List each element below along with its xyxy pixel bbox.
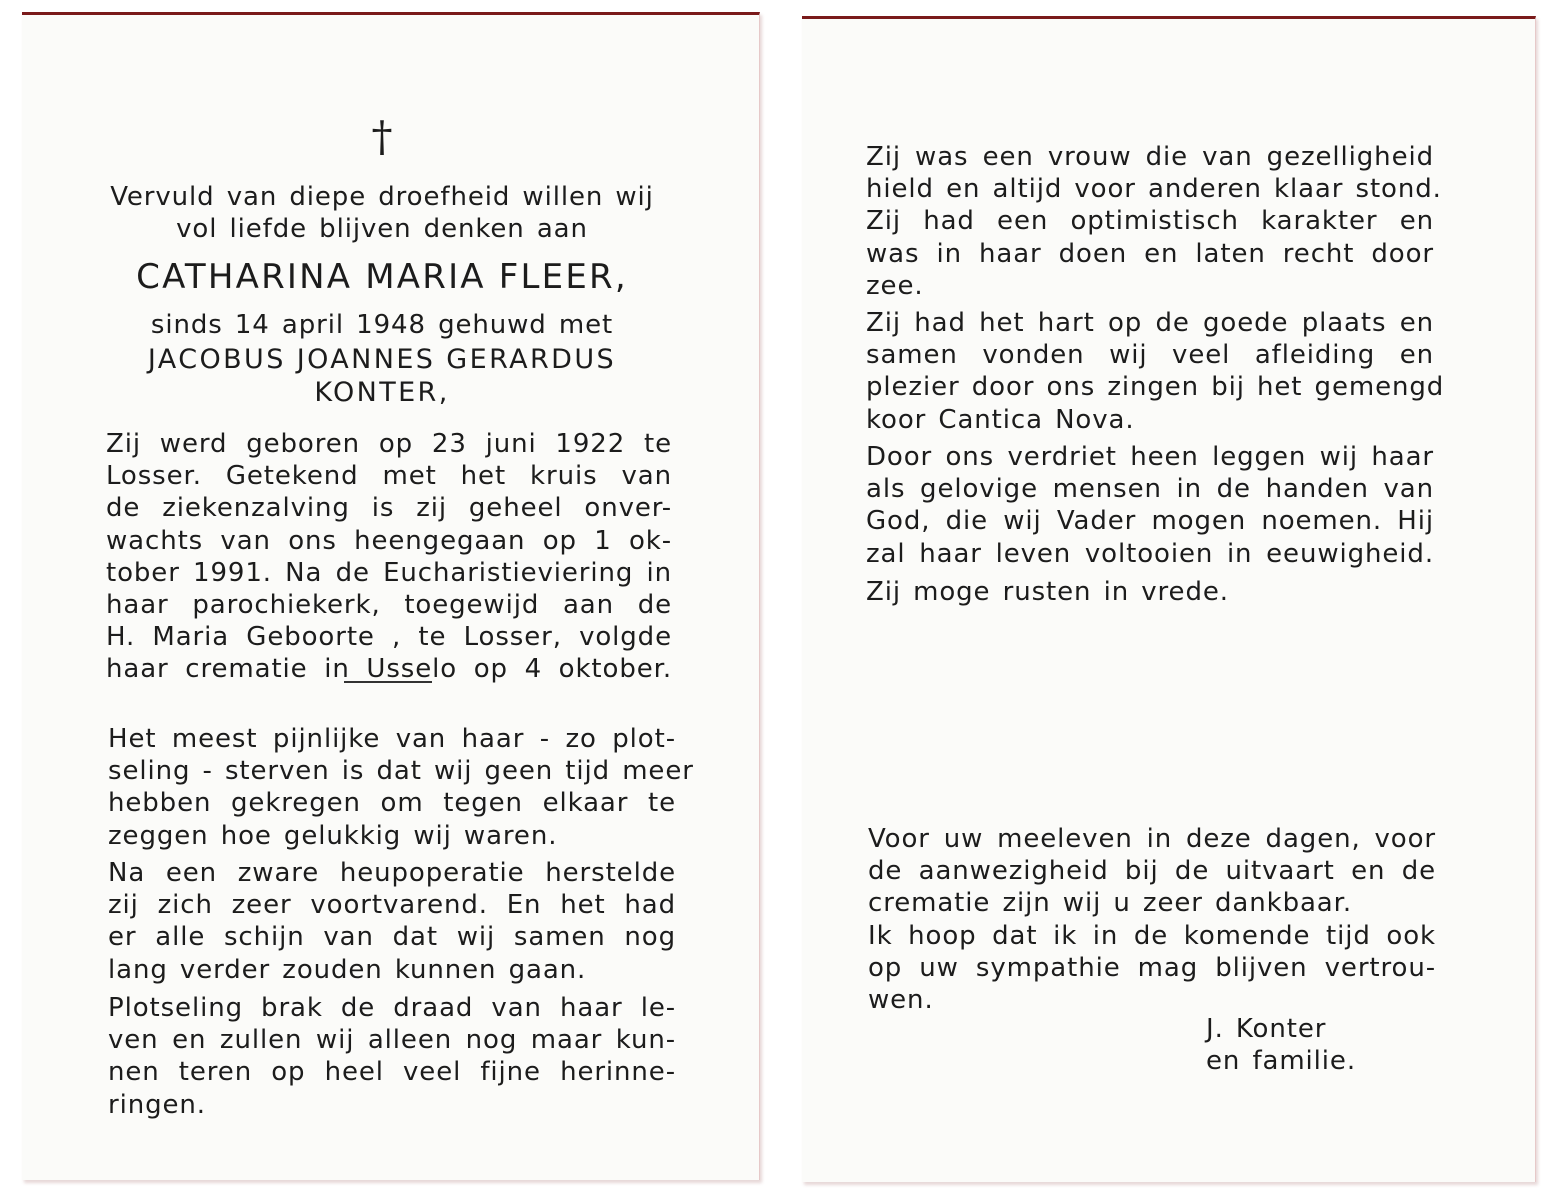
text-line: Zij was een vrouw die van gezelligheid (866, 142, 1434, 172)
text-line: op uw sympathie mag blijven vertrou- (868, 952, 1436, 983)
text-line: wen. (868, 985, 934, 1016)
text-line: hebben gekregen om tegen elkaar te (108, 788, 676, 819)
cross-icon: † (371, 112, 393, 161)
intro-line: Vervuld van diepe droefheid willen wij (110, 182, 654, 212)
signature-name: J. Konter (1206, 1014, 1327, 1044)
text-line: haar crematie in Usselo op 4 oktober. (106, 654, 672, 685)
memorial-card-right (802, 16, 1536, 1182)
married-text: sinds 14 april 1948 gehuwd met (150, 310, 614, 340)
text-line: hield en altijd voor anderen klaar stond. (866, 174, 1442, 205)
closing-line (866, 576, 1434, 608)
text-line: H. Maria Geboorte , te Losser, volgde (106, 622, 672, 653)
spouse-name-line: KONTER, (314, 377, 450, 408)
biography-paragraph (106, 428, 672, 686)
character-paragraph (866, 141, 1442, 302)
text-line: crematie zijn wij u zeer dankbaar. (868, 888, 1353, 919)
text-line: er alle schijn van dat wij samen nog (108, 922, 676, 953)
text-line: Zij had een optimistisch karakter en (866, 206, 1434, 237)
text-line: God, die wij Vader mogen noemen. Hij (866, 506, 1434, 537)
signature-family: en familie. (1206, 1046, 1356, 1077)
text-line: zeggen hoe gelukkig wij waren. (108, 820, 558, 851)
text-line: de aanwezigheid bij de uitvaart en de (868, 856, 1436, 887)
thanks-paragraph (868, 823, 1436, 1016)
text-line: Plotseling brak de draad van haar le- (108, 993, 676, 1023)
memory-paragraph-3 (108, 992, 676, 1121)
text-line: wachts van ons heengegaan op 1 ok- (106, 525, 672, 556)
text-line: Voor uw meeleven in deze dagen, voor (868, 824, 1436, 854)
deceased-name: CATHARINA MARIA FLEER, (136, 257, 628, 297)
text-line: als gelovige mensen in de handen van (866, 474, 1434, 505)
memorial-card-left (22, 12, 760, 1180)
faith-paragraph (866, 441, 1434, 570)
text-line: Zij had het hart op de goede plaats en (866, 308, 1434, 338)
text-line: Zij werd geboren op 23 juni 1922 te (106, 429, 672, 459)
married-line (102, 309, 662, 341)
memory-paragraph-1 (108, 723, 694, 852)
text-line: haar parochiekerk, toegewijd aan de (106, 590, 672, 621)
text-line: Zij moge rusten in vrede. (866, 577, 1229, 607)
text-line: nen teren op heel veel fijne herinne- (108, 1057, 676, 1088)
intro-line: vol liefde blijven denken aan (176, 214, 588, 245)
spouse-name (62, 343, 702, 409)
text-line: koor Cantica Nova. (866, 404, 1135, 435)
text-line: ringen. (108, 1089, 206, 1120)
text-line: zal haar leven voltooien in eeuwigheid. (866, 538, 1434, 569)
intro-text (102, 181, 662, 245)
text-line: seling - sterven is dat wij geen tijd meer (108, 756, 694, 787)
text-line: zij zich zeer voortvarend. En het had (108, 890, 676, 921)
signature (1200, 1013, 1400, 1077)
divider-rule (344, 681, 432, 683)
spouse-name-line: JACOBUS JOANNES GERARDUS (147, 344, 617, 375)
text-line: Het meest pijnlijke van haar - zo plot- (108, 724, 676, 754)
text-line: was in haar doen en laten recht door (866, 238, 1434, 269)
text-line: plezier door ons zingen bij het gemengd (866, 372, 1445, 403)
text-line: de ziekenzalving is zij geheel onver- (106, 493, 672, 524)
choir-paragraph (866, 307, 1445, 436)
text-line: samen vonden wij veel afleiding en (866, 340, 1434, 371)
text-line: ven en zullen wij alleen nog maar kun- (108, 1025, 676, 1056)
text-line: lang verder zouden kunnen gaan. (108, 954, 587, 985)
text-line: tober 1991. Na de Eucharistieviering in (106, 557, 672, 588)
memory-paragraph-2 (108, 857, 676, 986)
text-line: Door ons verdriet heen leggen wij haar (866, 442, 1434, 472)
text-line: zee. (866, 270, 924, 301)
text-line: Ik hoop dat ik in de komende tijd ook (868, 920, 1436, 951)
text-line: Losser. Getekend met het kruis van (106, 461, 672, 492)
text-line: Na een zware heupoperatie herstelde (108, 858, 676, 888)
